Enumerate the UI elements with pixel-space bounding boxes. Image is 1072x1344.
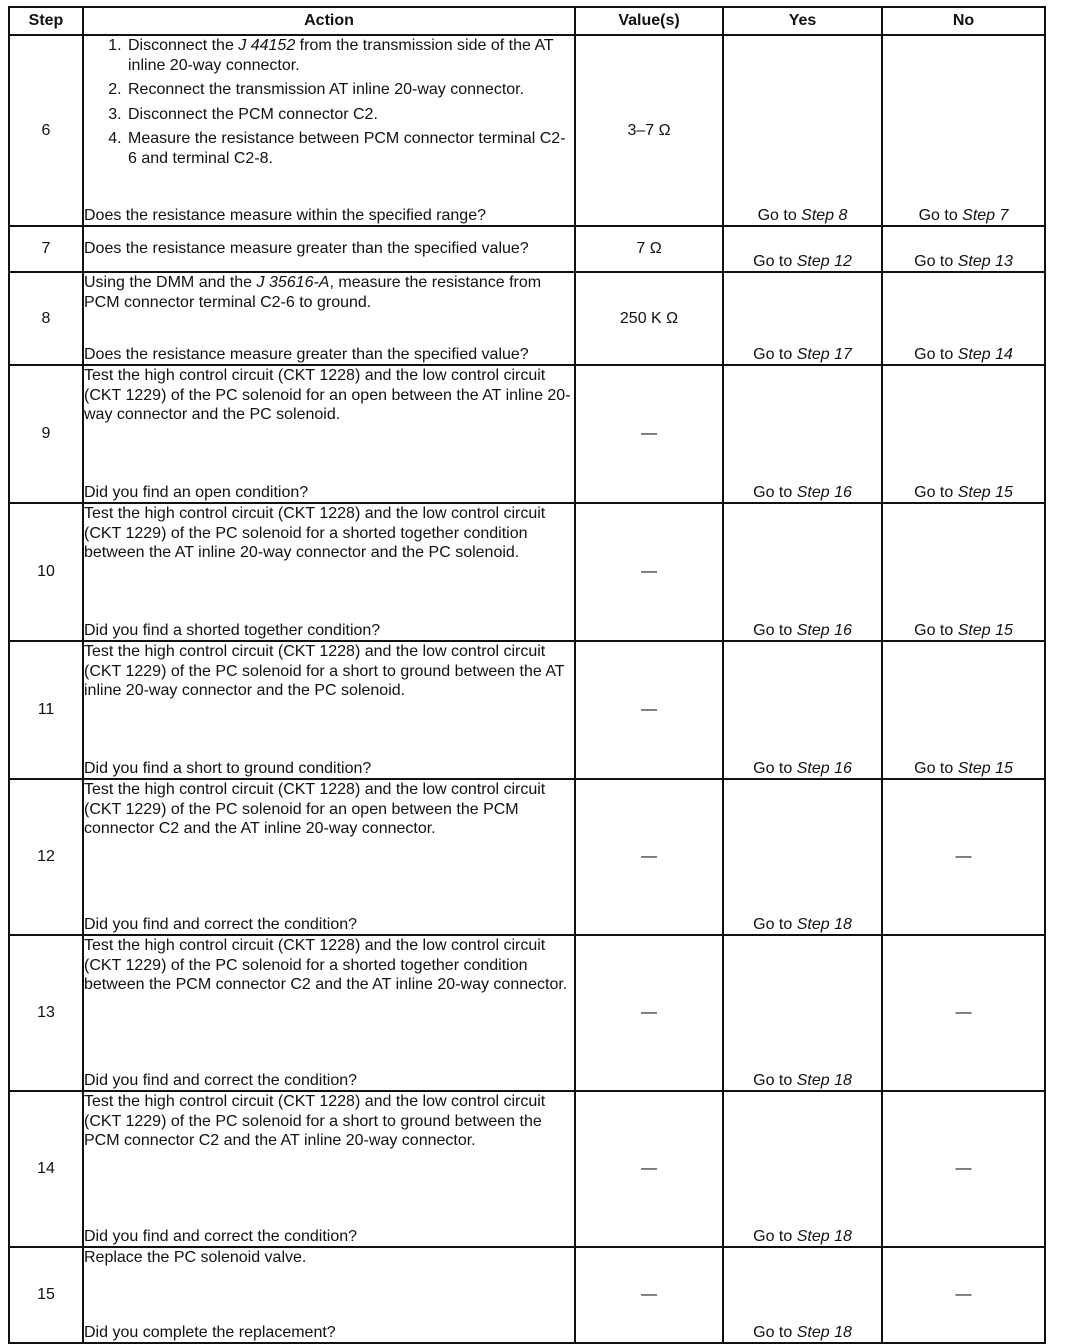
- yes-cell: Go to Step 12: [723, 226, 882, 272]
- action-cell: [83, 935, 575, 1091]
- yes-cell: Go to Step 16: [723, 503, 882, 641]
- list-item: 3. Disconnect the PCM connector C2.: [126, 105, 574, 125]
- yes-step-link[interactable]: Step 16: [796, 760, 852, 777]
- table-row: [9, 779, 1045, 935]
- value-cell: —: [575, 641, 723, 779]
- value-cell: 250 K Ω: [575, 272, 723, 365]
- list-item: 2. Reconnect the transmission AT inline 20-way connector.: [126, 80, 574, 100]
- yes-step-link[interactable]: Step 18: [796, 1324, 852, 1341]
- action-text: Test the high control circuit (CKT 1228) and the low control circuit (CKT 1229) of the PC solenoid for a short to ground between the AT inline 20-way connector and the PC solenoid.: [84, 643, 565, 699]
- action-question: Does the resistance measure within the specified range?: [84, 206, 486, 224]
- header-value: Value(s): [575, 7, 723, 35]
- no-step-link[interactable]: Step 15: [957, 760, 1013, 777]
- table-row: [9, 935, 1045, 1091]
- yes-step-link[interactable]: Step 18: [796, 1228, 852, 1245]
- no-cell: —: [882, 779, 1045, 935]
- action-text: Test the high control circuit (CKT 1228) and the low control circuit (CKT 1229) of the PC solenoid for a shorted together condition between the AT inline 20-way connector and the PC solenoid.: [84, 505, 546, 561]
- action-question: Did you find and correct the condition?: [84, 915, 358, 933]
- action-text: Test the high control circuit (CKT 1228) and the low control circuit (CKT 1229) of the PC solenoid for an open between the PCM connector C2 and the AT inline 20-way connector.: [84, 781, 546, 837]
- yes-step-link[interactable]: Step 8: [801, 207, 848, 224]
- yes-cell: Go to Step 18: [723, 1247, 882, 1343]
- list-item: 1. Disconnect the J 44152 from the transmission side of the AT inline 20-way connector.: [126, 36, 574, 75]
- tool-ref: J 35616-A: [256, 274, 330, 291]
- tool-ref: J 44152: [238, 37, 296, 54]
- yes-step-link[interactable]: Step 16: [796, 484, 852, 501]
- no-step-link[interactable]: Step 14: [957, 346, 1013, 363]
- action-question: Did you find an open condition?: [84, 483, 309, 501]
- action-question: Did you complete the replacement?: [84, 1323, 336, 1341]
- action-text: Using the DMM and the J 35616-A, measure the resistance from PCM connector terminal C2-6 to ground.: [84, 274, 542, 311]
- yes-cell: Go to Step 8: [723, 35, 882, 226]
- action-cell: [83, 641, 575, 779]
- value-cell: —: [575, 1247, 723, 1343]
- action-text: Test the high control circuit (CKT 1228) and the low control circuit (CKT 1229) of the PC solenoid for a shorted together condition between the PCM connector C2 and the AT inline 20-way connector.: [84, 937, 568, 993]
- no-cell: Go to Step 15: [882, 641, 1045, 779]
- action-cell: [83, 503, 575, 641]
- step-number: 7: [9, 226, 83, 272]
- no-step-link[interactable]: Step 15: [957, 484, 1013, 501]
- yes-cell: Go to Step 16: [723, 365, 882, 503]
- action-question: Did you find and correct the condition?: [84, 1227, 358, 1245]
- no-cell: —: [882, 935, 1045, 1091]
- header-step: Step: [9, 7, 83, 35]
- no-cell: Go to Step 15: [882, 365, 1045, 503]
- action-question: Does the resistance measure greater than the specified value?: [84, 240, 529, 258]
- no-cell: Go to Step 15: [882, 503, 1045, 641]
- step-number: 14: [9, 1091, 83, 1247]
- table-row: [9, 1091, 1045, 1247]
- yes-cell: Go to Step 17: [723, 272, 882, 365]
- step-number: 12: [9, 779, 83, 935]
- step-number: 9: [9, 365, 83, 503]
- table-row: [9, 35, 1045, 226]
- yes-step-link[interactable]: Step 17: [796, 346, 852, 363]
- table-row: [9, 365, 1045, 503]
- action-cell: [83, 779, 575, 935]
- action-text: Test the high control circuit (CKT 1228) and the low control circuit (CKT 1229) of the PC solenoid for a short to ground between the PCM connector C2 and the AT inline 20-way connector.: [84, 1093, 546, 1149]
- action-cell: [83, 1247, 575, 1343]
- header-no: No: [882, 7, 1045, 35]
- header-row: [9, 7, 1045, 35]
- action-text: Test the high control circuit (CKT 1228) and the low control circuit (CKT 1229) of the PC solenoid for an open between the AT inline 20-way connector and the PC solenoid.: [84, 367, 571, 423]
- action-question: Did you find a shorted together condition?: [84, 621, 381, 639]
- no-cell: —: [882, 1247, 1045, 1343]
- value-cell: 7 Ω: [575, 226, 723, 272]
- action-steps-list: [84, 36, 574, 173]
- header-action: Action: [83, 7, 575, 35]
- action-cell: [83, 35, 575, 226]
- step-number: 11: [9, 641, 83, 779]
- table-row: [9, 503, 1045, 641]
- value-cell: —: [575, 1091, 723, 1247]
- table-row: [9, 226, 1045, 272]
- yes-step-link[interactable]: Step 18: [796, 916, 852, 933]
- no-cell: Go to Step 7: [882, 35, 1045, 226]
- action-cell: [83, 1091, 575, 1247]
- step-number: 6: [9, 35, 83, 226]
- table-row: [9, 272, 1045, 365]
- no-step-link[interactable]: Step 7: [962, 207, 1009, 224]
- no-step-link[interactable]: Step 15: [957, 622, 1013, 639]
- yes-cell: Go to Step 18: [723, 1091, 882, 1247]
- yes-cell: Go to Step 18: [723, 935, 882, 1091]
- step-number: 13: [9, 935, 83, 1091]
- value-cell: —: [575, 935, 723, 1091]
- no-cell: Go to Step 13: [882, 226, 1045, 272]
- table-row: [9, 641, 1045, 779]
- no-cell: Go to Step 14: [882, 272, 1045, 365]
- action-question: Did you find and correct the condition?: [84, 1071, 358, 1089]
- value-cell: —: [575, 365, 723, 503]
- yes-step-link[interactable]: Step 16: [796, 622, 852, 639]
- step-number: 8: [9, 272, 83, 365]
- no-cell: —: [882, 1091, 1045, 1247]
- list-item: 4. Measure the resistance between PCM connector terminal C2-6 and terminal C2-8.: [126, 129, 574, 168]
- step-number: 10: [9, 503, 83, 641]
- action-cell: [83, 272, 575, 365]
- diagnostic-step-table: [8, 6, 1046, 1344]
- action-cell: [83, 226, 575, 272]
- no-step-link[interactable]: Step 13: [957, 253, 1013, 270]
- header-yes: Yes: [723, 7, 882, 35]
- action-question: Does the resistance measure greater than the specified value?: [84, 345, 529, 363]
- action-text: Replace the PC solenoid valve.: [84, 1249, 307, 1266]
- action-question: Did you find a short to ground condition?: [84, 759, 372, 777]
- step-number: 15: [9, 1247, 83, 1343]
- value-cell: —: [575, 503, 723, 641]
- table-row: [9, 1247, 1045, 1343]
- yes-step-link[interactable]: Step 12: [796, 253, 852, 270]
- yes-cell: Go to Step 16: [723, 641, 882, 779]
- value-cell: —: [575, 779, 723, 935]
- yes-step-link[interactable]: Step 18: [796, 1072, 852, 1089]
- yes-cell: Go to Step 18: [723, 779, 882, 935]
- value-cell: 3–7 Ω: [575, 35, 723, 226]
- action-cell: [83, 365, 575, 503]
